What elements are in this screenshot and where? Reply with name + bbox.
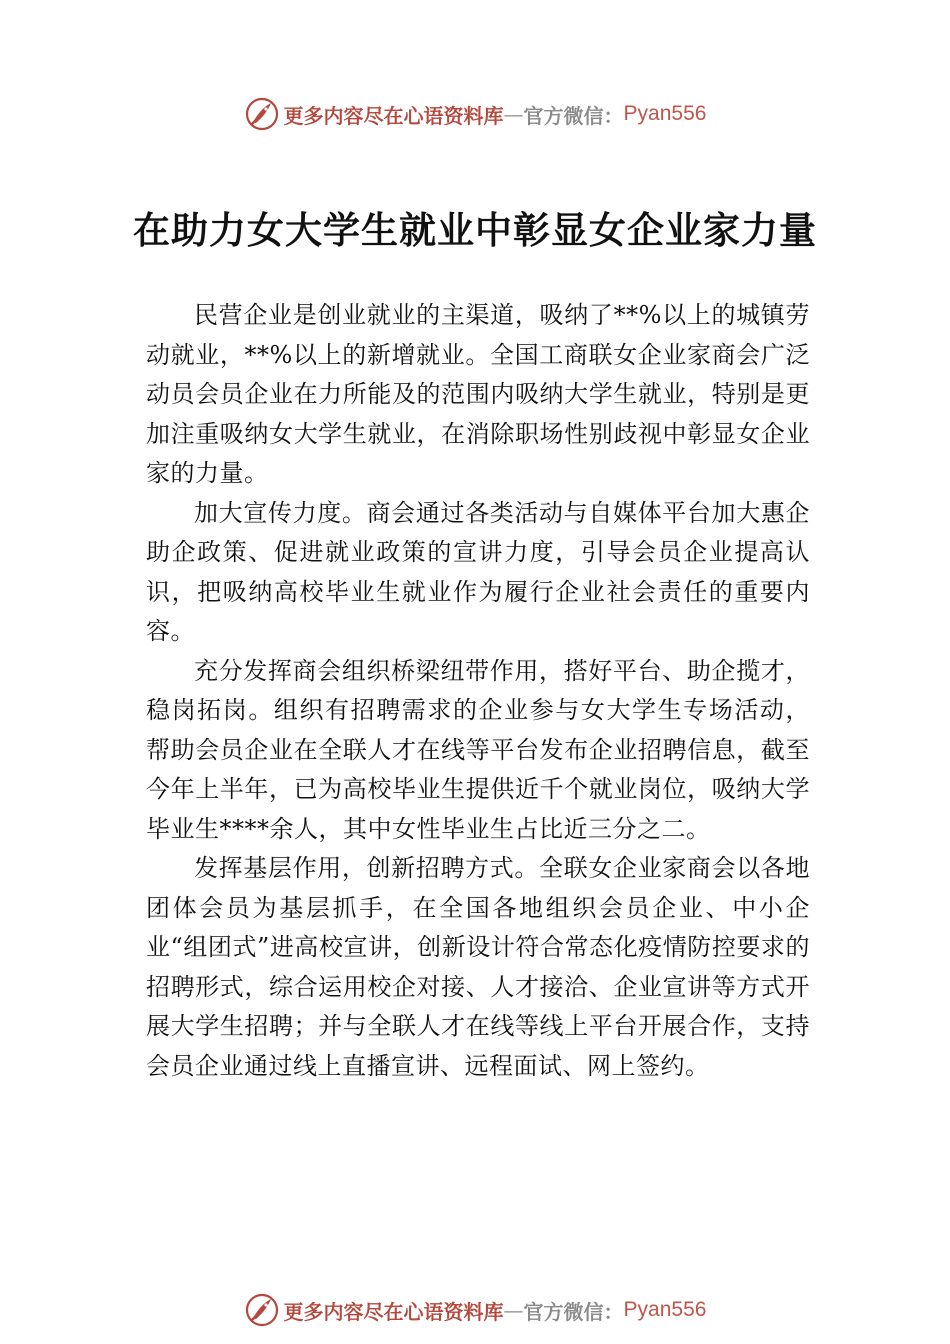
footer-banner [0,1290,950,1330]
banner-wechat-id: Pyan556 [623,102,707,125]
paragraph-1: 民营企业是创业就业的主渠道，吸纳了**%以上的城镇劳动就业，**%以上的新增就业。全国工商联女企业家商会广泛动员会员企业在力所能及的范围内吸纳大学生就业，特别是更加注重吸纳女大学生就业，在消除职场性别歧视中彰显女企业家的力量。 [146,301,810,487]
banner-library-text: 更多内容尽在心语资料库 [283,103,504,128]
document-title: 在助力女大学生就业中彰显女企业家力量 [133,208,817,252]
pen-nib-logo-icon [244,1292,280,1328]
banner-wechat-label: 官方微信： [523,103,624,128]
banner-wechat-id: Pyan556 [623,1298,707,1321]
banner-separator: — [503,1298,524,1322]
paragraph-4: 发挥基层作用，创新招聘方式。全联女企业家商会以各地团体会员为基层抓手，在全国各地组织会员企业、中小企业“组团式”进高校宣讲，创新设计符合常态化疫情防控要求的招聘形式，综合运用校企对接、人才接洽、企业宣讲等方式开展大学生招聘；并与全联人才在线等线上平台开展合作，支持会员企业通过线上直播宣讲、远程面试、网上签约。 [146,854,810,1080]
document-body [146,296,810,1086]
header-banner [0,94,950,134]
banner-separator: — [503,102,524,126]
pen-nib-logo-icon [244,96,280,132]
banner-wechat-label: 官方微信： [523,1299,624,1324]
paragraph-3: 充分发挥商会组织桥梁纽带作用，搭好平台、助企揽才，稳岗拓岗。组织有招聘需求的企业参与女大学生专场活动， 帮助会员企业在全联人才在线等平台发布企业招聘信息，截至今年上半年，已为高校毕业生提供近千个就业岗位，吸纳大学毕业生****余人，其中女性毕业生占比近三分之二。 [146,656,810,843]
banner-library-text: 更多内容尽在心语资料库 [283,1299,504,1324]
paragraph-2: 加大宣传力度。商会通过各类活动与自媒体平台加大惠企助企政策、促进就业政策的宣讲力度，引导会员企业提高认识，把吸纳高校毕业生就业作为履行企业社会责任的重要内容。 [146,498,810,645]
